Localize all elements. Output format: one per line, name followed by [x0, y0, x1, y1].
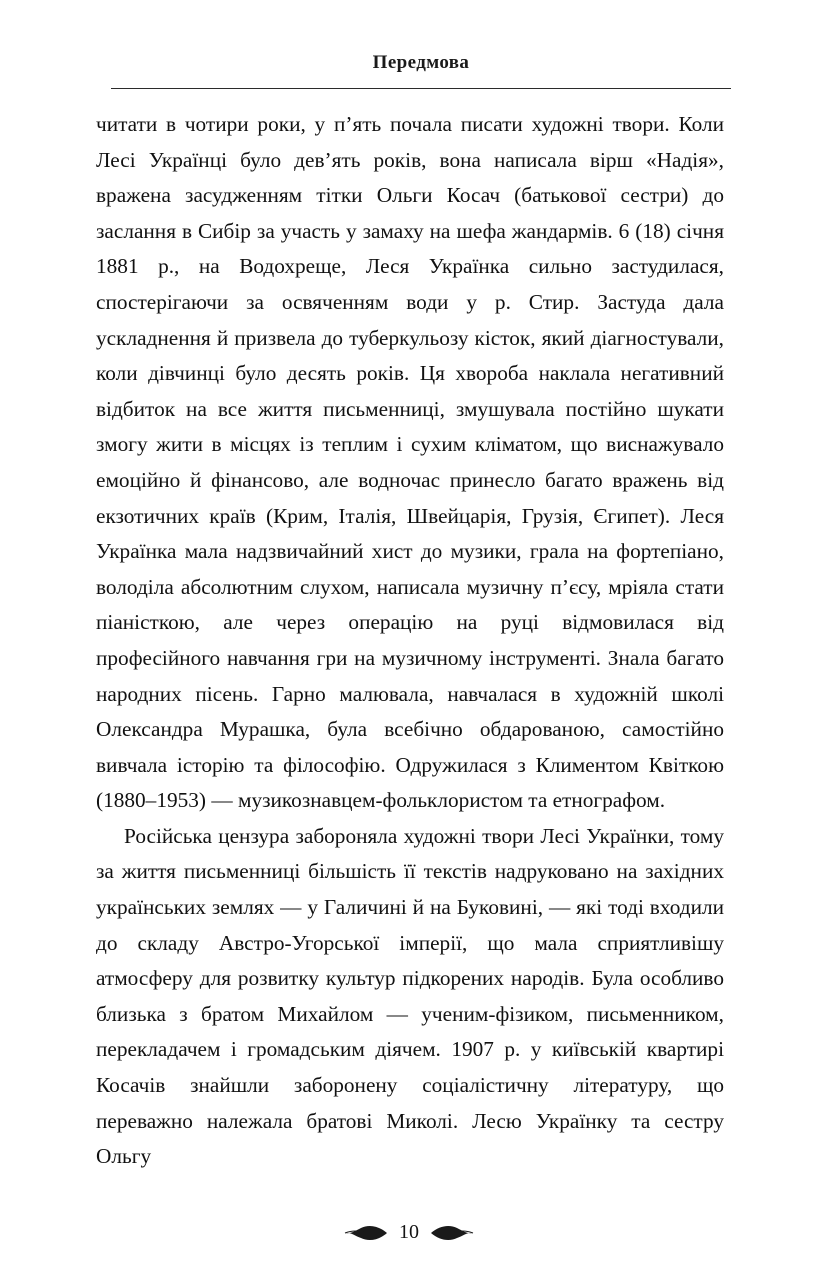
header-rule: [111, 88, 731, 89]
paragraph: читати в чотири роки, у п’ять почала писати художні твори. Коли Лесі Українці було дев’ять років, вона написала вірш «Надія», вражена засудженням тітки Ольги Косач (батькової сестри) до заслання в Сибір за участь у замаху на шефа жандармів. 6 (18) січня 1881 р., на Водохреще, Леся Українка сильно застудилася, спостерігаючи за освяченням води у р. Стир. Застуда дала ускладнення й призвела до туберкульозу кісток, який діагностували, коли дівчинці було десять років. Ця хвороба наклала негативний відбиток на все життя письменниці, змушувала постійно шукати змогу жити в місцях із теплим і сухим кліматом, що виснажувало емоційно й фінансово, але водночас принесло багато вражень від екзотичних країв (Крим, Італія, Швейцарія, Грузія, Єгипет). Леся Українка мала надзвичайний хист до музики, грала на фортепіано, володіла абсолютним слухом, написала музичну п’єсу, мріяла стати піаністкою, але через операцію на руці відмовилася від професійного навчання гри на музичному інструменті. Знала багато народних пісень. Гарно малювала, навчалася в художній школі Олександра Мурашка, була всебічно обдарованою, самостійно вивчала історію та філософію. Одружилася з Климентом Квіткою (1880–1953) — музикознавцем-фольклористом та етнографом.: [96, 112, 724, 813]
page-number: 10: [399, 1221, 419, 1243]
page-body: [96, 107, 724, 1175]
paragraph: Російська цензура забороняла художні твори Лесі Українки, тому за життя письменниці більшість її текстів надруковано на західних українських землях — у Галичині й на Буковині, — які тоді входили до складу Австро-Угорської імперії, що мала сприятливішу атмосферу для розвитку культур підкорених народів. Була особливо близька з братом Михайлом — ученим-фізиком, письменником, перекладачем і громадським діячем. 1907 р. у київській квартирі Косачів знайшли заборонену соціалістичну літературу, що переважно належала братові Миколі. Лесю Українку та сестру Ольгу: [96, 823, 724, 1169]
leaf-flourish-left-icon: [343, 1222, 389, 1244]
page-footer: [0, 1221, 818, 1244]
leaf-flourish-right-icon: [429, 1222, 475, 1244]
running-head: Передмова: [372, 52, 470, 73]
